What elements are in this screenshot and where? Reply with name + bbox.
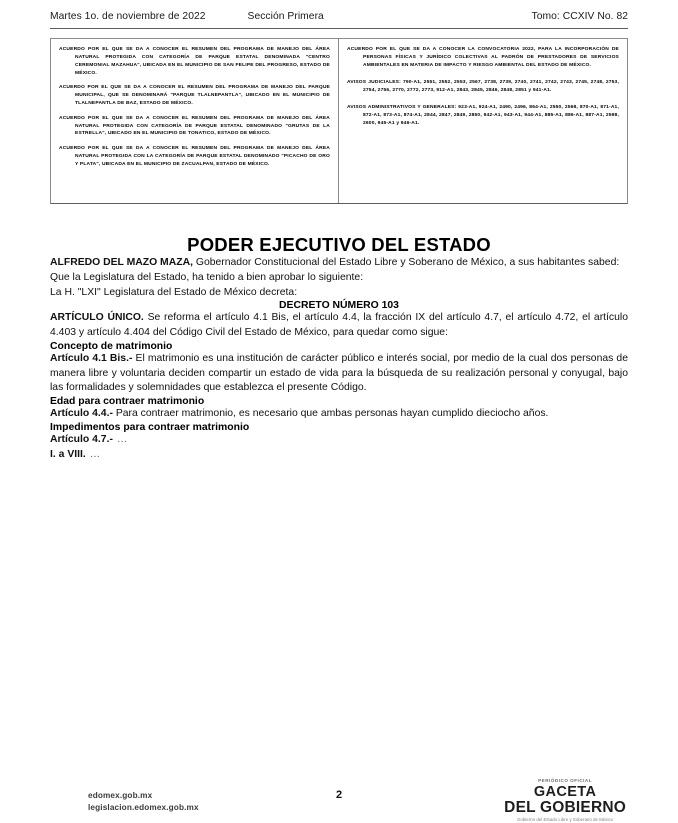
page-number: 2 xyxy=(335,789,343,801)
articulo-4-1-bis-label: Artículo 4.1 Bis.- xyxy=(50,352,133,364)
masthead xyxy=(50,0,628,22)
logo-subtitle-line: Gobierno del Estado Libre y Soberano de México xyxy=(517,817,614,823)
articulo-4-1-bis-text: El matrimonio es una institución de carácter público e interés social, por medio de la cual dos personas de manera libre y voluntaria deciden compartir un estado de vida para la búsqueda de su realización personal y conyugal, bajo las formalidades y solemnidades que establezca el presente Código. xyxy=(50,352,628,394)
articulo-4-4-paragraph xyxy=(50,407,628,422)
index-column-left xyxy=(51,39,339,203)
articulo-unico-text: Se reforma el artículo 4.1 Bis, el artículo 4.4, la fracción IX del artículo 4.7, el artículo 4.72, el artículo 4.403 y artículo 4.404 del Código Civil del Estado de México, para quedar como sigue: xyxy=(50,312,628,339)
fracciones-label: I. a VIII. xyxy=(50,448,86,460)
index-entry: ACUERDO POR EL QUE SE DA A CONOCER LA CONVOCATORIA 2022, PARA LA INCORPORACIÓN DE PERSONAS FÍSICAS Y JURÍDICO COLECTIVAS AL PADRÓN DE PRESTADORES DE SERVICIOS AMBIENTALES EN MATERIA DE IMPACTO Y RIESGO AMBIENTAL DEL ESTADO DE MÉXICO. xyxy=(347,47,619,68)
articulo-4-1-bis-paragraph xyxy=(50,352,628,396)
legislature-paragraph: Que la Legislatura del Estado, ha tenido a bien aprobar lo siguiente: xyxy=(50,271,364,283)
index-entry: ACUERDO POR EL QUE SE DA A CONOCER EL RESUMEN DEL PROGRAMA DE MANEJO DEL ÁREA NATURAL PROTEGIDA CON CATEGORÍA DE PARQUE ESTATAL DENOMINADA "CENTRO CEREMONIAL MAZAHUA", UBICADA EN EL MUNICIPIO DE SAN FELIPE DEL PROGRESO, ESTADO DE MÉXICO. xyxy=(59,47,330,76)
governor-paragraph-text: Gobernador Constitucional del Estado Libre y Soberano de México, a sus habitantes sabed: xyxy=(192,257,620,268)
heading-impedimentos-matrimonio: Impedimentos para contraer matrimonio xyxy=(50,421,250,433)
heading-edad-matrimonio: Edad para contraer matrimonio xyxy=(50,396,205,408)
index-column-right xyxy=(339,39,627,203)
heading-concepto-matrimonio: Concepto de matrimonio xyxy=(50,340,173,352)
governor-paragraph xyxy=(50,256,628,271)
index-box xyxy=(50,38,628,204)
masthead-section: Sección Primera xyxy=(247,11,324,22)
articulo-4-4-text: Para contraer matrimonio, es necesario que ambas personas hayan cumplido dieciocho años. xyxy=(112,408,549,420)
fracciones-ellipsis: … xyxy=(85,448,102,460)
articulo-4-7-paragraph xyxy=(50,433,628,448)
governor-name: ALFREDO DEL MAZO MAZA, xyxy=(50,257,193,268)
logo-gaceta-line: GACETA xyxy=(533,783,597,800)
articulo-4-4-label: Artículo 4.4.- xyxy=(50,408,113,420)
articulo-unico-label: ARTÍCULO ÚNICO. xyxy=(50,312,144,324)
masthead-date: Martes 1o. de noviembre de 2022 xyxy=(50,11,206,22)
index-entry: ACUERDO POR EL QUE SE DA A CONOCER EL RESUMEN DEL PROGRAMA DE MANEJO DEL PARQUE MUNICIPAL, QUE SE DENOMINARÁ "PARQUE TLALNEPANTLA", UBICADO EN EL MUNICIPIO DE TLALNEPANTLA DE BAZ, ESTADO DE MÉXICO. xyxy=(59,85,330,107)
masthead-tomo: Tomo: CCXIV No. 82 xyxy=(531,11,628,22)
fracciones-paragraph xyxy=(50,448,628,463)
masthead-divider xyxy=(50,28,628,29)
decree-intro-paragraph: La H. "LXI" Legislatura del Estado de México decreta: xyxy=(50,286,298,298)
logo-periodico-oficial-line: PERIÓDICO OFICIAL xyxy=(538,778,593,783)
page-title: PODER EJECUTIVO DEL ESTADO xyxy=(187,234,491,255)
articulo-4-7-label: Artículo 4.7.- xyxy=(50,433,113,445)
articulo-4-7-ellipsis: … xyxy=(112,433,129,445)
decree-number-heading: DECRETO NÚMERO 103 xyxy=(279,300,399,312)
index-entry-judicial-notices: AVISOS JUDICIALES: 790-A1, 2551, 2552, 2553, 2567, 2738, 2739, 2740, 2741, 2742, 2743, 2745, 2748, 2753, 2754, 2756, 2770, 2772, 2773, 912-A1, 2843, 2845, 2846, 2848, 2851 y 941-A1. xyxy=(347,79,619,93)
page-footer xyxy=(50,777,628,821)
logo-del-gobierno-line: DEL GOBIERNO xyxy=(504,799,626,817)
articulo-unico-paragraph xyxy=(50,311,628,341)
footer-url-primary[interactable]: edomex.gob.mx xyxy=(88,791,153,800)
index-entry: ACUERDO POR EL QUE SE DA A CONOCER EL RESUMEN DEL PROGRAMA DE MANEJO DEL ÁREA NATURAL PROTEGIDA CON LA CATEGORÍA DE PARQUE ESTATAL DENOMINADO "PICACHO DE ORO Y PLATA", UBICADA EN EL MUNICIPIO DE ZACUALPAN, ESTADO DE MÉXICO. xyxy=(59,145,330,167)
index-entry-administrative-notices: AVISOS ADMINISTRATIVOS Y GENERALES: 923-A1, 924-A1, 2490, 2496, 864-A1, 2550, 2568, 870-A1, 871-A1, 872-A1, 873-A1, 874-A1, 2844, 2847, 2849, 2850, 942-A1, 943-A1, 944-A1, 885-A1, 886-A1, 887-A1, 2598, 2600, 945-A1 y 946-A1. xyxy=(347,104,619,126)
index-entry: ACUERDO POR EL QUE SE DA A CONOCER EL RESUMEN DEL PROGRAMA DE MANEJO DEL ÁREA NATURAL PROTEGIDA CON CATEGORÍA DE PARQUE ESTATAL DENOMINADO "GRUTAS DE LA ESTRELLA", UBICADO EN EL MUNICIPIO DE TONATICO, ESTADO DE MÉXICO. xyxy=(59,115,330,137)
footer-url-secondary[interactable]: legislacion.edomex.gob.mx xyxy=(88,802,199,812)
